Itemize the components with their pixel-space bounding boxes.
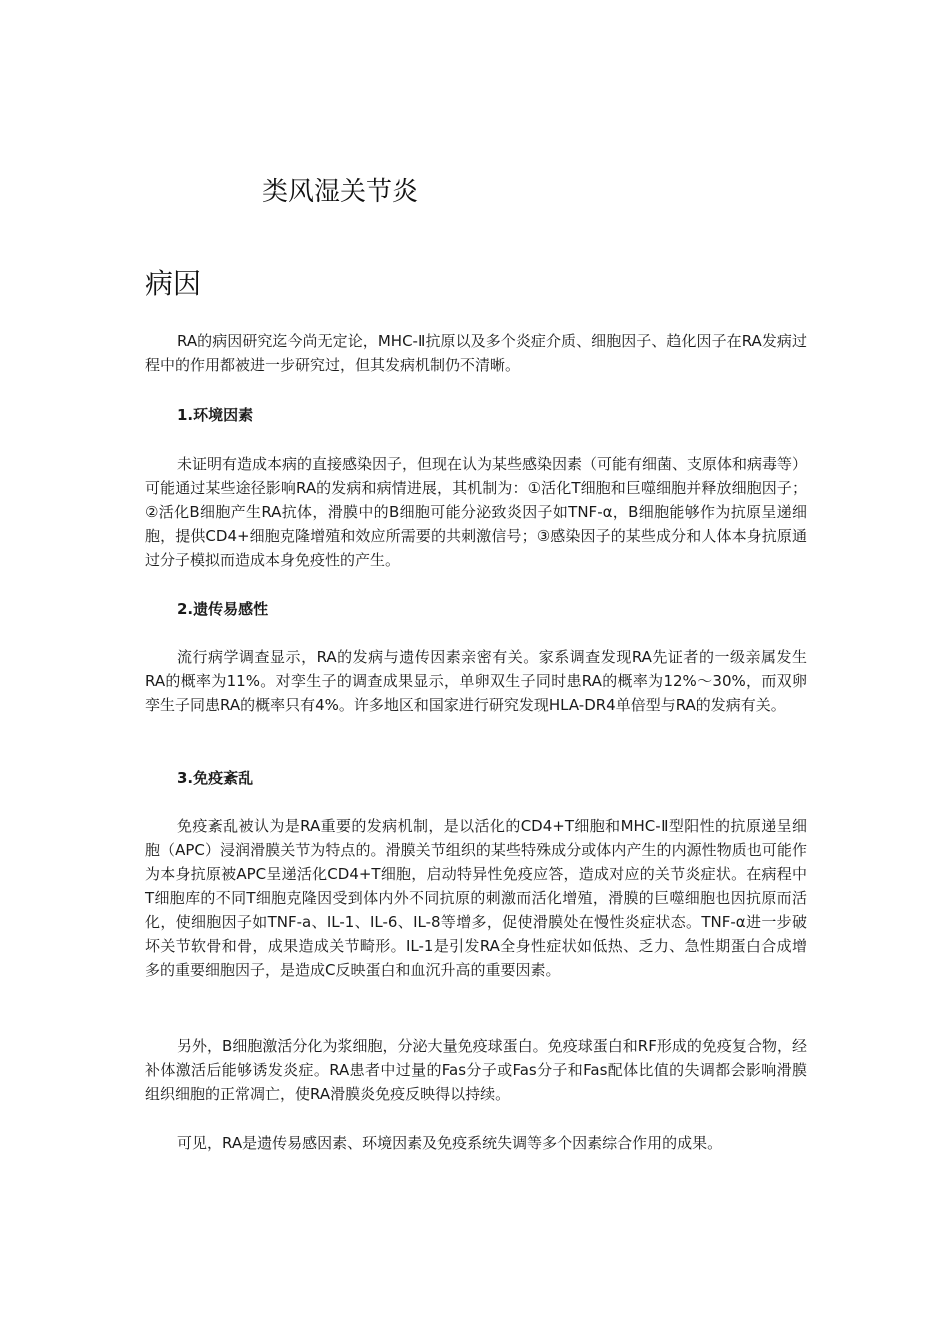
subheading-environment: 1.环境因素 bbox=[177, 406, 254, 424]
conclusion-paragraph: 可见，RA是遗传易感因素、环境因素及免疫系统失调等多个因素综合作用的成果。 bbox=[177, 1134, 723, 1152]
additional-paragraph: 另外，B细胞激活分化为浆细胞，分泌大量免疫球蛋白。免疫球蛋白和RF形成的免疫复合物，经补体激活后能够诱发炎症。RA患者中过量的Fas分子或Fas分子和Fas配体比值的失调都会影响滑膜组织细胞的正常凋亡，使RA滑膜炎免疫反映得以持续。 bbox=[145, 1037, 807, 1103]
document-title: 类风湿关节炎 bbox=[262, 177, 419, 207]
immune-paragraph: 免疫紊乱被认为是RA重要的发病机制，是以活化的CD4+T细胞和MHC-Ⅱ型阳性的抗原递呈细胞（APC）浸润滑膜关节为特点的。滑膜关节组织的某些特殊成分或体内产生的内源性物质也可能作为本身抗原被APC呈递活化CD4+T细胞，启动特异性免疫应答，造成对应的关节炎症状。在病程中T细胞库的不同T细胞克隆因受到体内外不同抗原的刺激而活化增殖，滑膜的巨噬细胞也因抗原而活化，使细胞因子如TNF-a、IL-1、IL-6、IL-8等增多，促使滑膜处在慢性炎症状态。TNF-α进一步破坏关节软骨和骨，成果造成关节畸形。IL-1是引发RA全身性症状如低热、乏力、急性期蛋白合成增多的重要细胞因子，是造成C反映蛋白和血沉升高的重要因素。 bbox=[145, 817, 807, 979]
intro-paragraph: RA的病因研究迄今尚无定论，MHC-Ⅱ抗原以及多个炎症介质、细胞因子、趋化因子在RA发病过程中的作用都被进一步研究过，但其发病机制仍不清晰。 bbox=[145, 332, 807, 374]
genetic-paragraph: 流行病学调查显示，RA的发病与遗传因素亲密有关。家系调查发现RA先证者的一级亲属发生RA的概率为11%。对孪生子的调查成果显示，单卵双生子同时患RA的概率为12%～30%，而双卵孪生子同患RA的概率只有4%。许多地区和国家进行研究发现HLA-DR4单倍型与RA的发病有关。 bbox=[145, 648, 807, 714]
environment-paragraph: 未证明有造成本病的直接感染因子，但现在认为某些感染因素（可能有细菌、支原体和病毒等）可能通过某些途径影响RA的发病和病情进展，其机制为：①活化T细胞和巨噬细胞并释放细胞因子；②活化B细胞产生RA抗体，滑膜中的B细胞可能分泌致炎因子如TNF-α，B细胞能够作为抗原呈递细胞，提供CD4+细胞克隆增殖和效应所需要的共刺激信号；③感染因子的某些成分和人体本身抗原通过分子模拟而造成本身免疫性的产生。 bbox=[145, 455, 808, 569]
subheading-genetic: 2.遗传易感性 bbox=[177, 600, 269, 618]
section-heading-etiology: 病因 bbox=[145, 267, 202, 300]
subheading-immune: 3.免疫紊乱 bbox=[177, 769, 254, 787]
